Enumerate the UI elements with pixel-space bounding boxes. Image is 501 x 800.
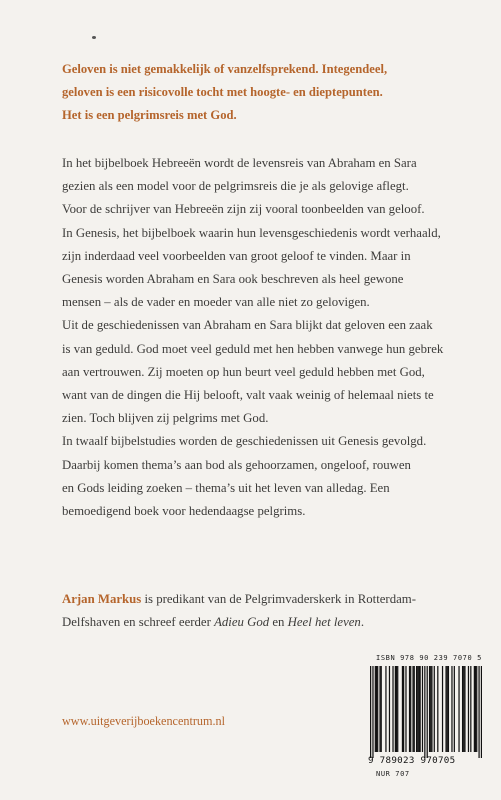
barcode-bar xyxy=(409,666,410,752)
body-line: aan vertrouwen. Zij moeten op hun beurt veel geduld hebben met God, xyxy=(62,364,425,379)
barcode-bar xyxy=(370,666,371,758)
barcode-bar xyxy=(468,666,469,752)
barcode-bar xyxy=(464,666,465,752)
barcode-bar xyxy=(389,666,390,752)
author-line2-mid: en xyxy=(269,615,288,630)
barcode-bar xyxy=(431,666,432,752)
barcode-bar xyxy=(442,666,443,752)
intro-paragraph xyxy=(62,58,482,127)
body-line: want van de dingen die Hij belooft, valt vaak weinig of helemaal niets te xyxy=(62,388,434,403)
body-line: Genesis worden Abraham en Sara ook beschreven als heel gewone xyxy=(62,272,404,287)
intro-line: Het is een pelgrimsreis met God. xyxy=(62,108,237,122)
barcode-bar xyxy=(414,666,415,752)
barcode-bar xyxy=(434,666,435,752)
intro-line: Geloven is niet gemakkelijk of vanzelfsprekend. Integendeel, xyxy=(62,62,388,76)
book-title: Adieu God xyxy=(214,615,270,630)
barcode-bar xyxy=(445,666,446,752)
publisher-url[interactable]: www.uitgeverijboekencentrum.nl xyxy=(62,714,226,728)
author-bio xyxy=(62,588,492,634)
body-line: mensen – als de vader en moeder van alle niet zo gelovigen. xyxy=(62,295,370,310)
barcode-bar xyxy=(437,666,438,752)
body-line: zien. Toch blijven zij pelgrims met God. xyxy=(62,411,269,426)
author-name: Arjan Markus xyxy=(62,592,142,606)
author-line xyxy=(62,588,492,611)
intro-line: geloven is een risicovolle tocht met hoogte- en dieptepunten. xyxy=(62,85,383,99)
barcode-bar xyxy=(424,666,425,758)
barcode-bar xyxy=(474,666,475,752)
body-line: In twaalf bijbelstudies worden de geschiedenissen uit Genesis gevolgd. xyxy=(62,434,427,449)
barcode-bar xyxy=(402,666,403,752)
barcode-bar xyxy=(462,666,463,752)
barcode-bar xyxy=(458,666,459,752)
book-title: Heel het leven xyxy=(287,615,361,630)
body-line: gezien als een model voor de pelgrimsreis die je als gelovige aflegt. xyxy=(62,179,409,194)
barcode-digits: 9 789023 970705 xyxy=(368,755,456,766)
barcode-bar xyxy=(481,666,482,758)
barcode-bar xyxy=(403,666,404,752)
author-line2-text: Delfshaven en schreef eerder xyxy=(62,615,215,630)
barcode-bar xyxy=(475,666,476,752)
barcode-bar xyxy=(397,666,398,752)
barcode-bar xyxy=(454,666,455,752)
body-line: Daarbij komen thema’s aan bod als gehoorzamen, ongeloof, rouwen xyxy=(62,457,411,472)
barcode-bar xyxy=(422,666,423,752)
barcode-bar xyxy=(392,666,393,752)
body-line: Voor de schrijver van Hebreeën zijn zij vooral toonbeelden van geloof. xyxy=(62,202,425,217)
ink-speck xyxy=(92,36,96,39)
body-line: Uit de geschiedenissen van Abraham en Sara blijkt dat geloven een zaak xyxy=(62,318,433,333)
body-line: zijn inderdaad veel voorbeelden van groot geloof te vinden. Maar in xyxy=(62,248,411,263)
barcode-bar xyxy=(463,666,464,752)
barcode-bar xyxy=(405,666,406,752)
barcode-bar xyxy=(470,666,471,752)
barcode-bar xyxy=(420,666,421,752)
barcode-bar xyxy=(379,666,380,752)
barcode-image xyxy=(370,666,482,758)
barcode-bar xyxy=(429,666,430,752)
description-text xyxy=(62,152,492,523)
isbn-label: ISBN 978 90 239 7070 5 xyxy=(376,654,482,662)
body-line: In het bijbelboek Hebreeën wordt de levensreis van Abraham en Sara xyxy=(62,156,417,170)
barcode-bar xyxy=(417,666,418,752)
author-line2-end: . xyxy=(360,615,365,630)
author-line xyxy=(62,611,492,634)
barcode-bar xyxy=(416,666,417,752)
barcode-bar xyxy=(418,666,419,752)
body-line: en Gods leiding zoeken – thema’s uit het leven van alledag. Een xyxy=(62,480,390,495)
barcode-bar xyxy=(478,666,479,758)
barcode-bar xyxy=(427,666,428,758)
barcode-bar xyxy=(447,666,448,752)
barcode-bar xyxy=(376,666,377,752)
barcode-bar xyxy=(375,666,376,752)
body-line: bemoedigend boek voor hedendaagse pelgrims. xyxy=(62,504,306,519)
author-line1-text: is predikant van de Pelgrimvaderskerk in Rotterdam- xyxy=(141,592,416,606)
barcode-bar xyxy=(451,666,452,752)
barcode-bar xyxy=(372,666,373,758)
barcode-bar xyxy=(412,666,413,752)
barcode-bar xyxy=(448,666,449,752)
barcode-bar xyxy=(396,666,397,752)
barcode-bar xyxy=(385,666,386,752)
body-line: is van geduld. God moet veel geduld met hen hebben vanwege hun gebrek xyxy=(62,341,444,356)
barcode-bar xyxy=(430,666,431,752)
barcode-bar xyxy=(381,666,382,752)
barcode-bar xyxy=(377,666,378,752)
barcode-bar xyxy=(410,666,411,752)
barcode-bar xyxy=(476,666,477,752)
nur-label: NUR 707 xyxy=(376,770,410,778)
body-line: In Genesis, het bijbelboek waarin hun levensgeschiedenis wordt verhaald, xyxy=(62,225,441,240)
barcode-bar xyxy=(395,666,396,752)
barcode-block xyxy=(366,650,486,788)
